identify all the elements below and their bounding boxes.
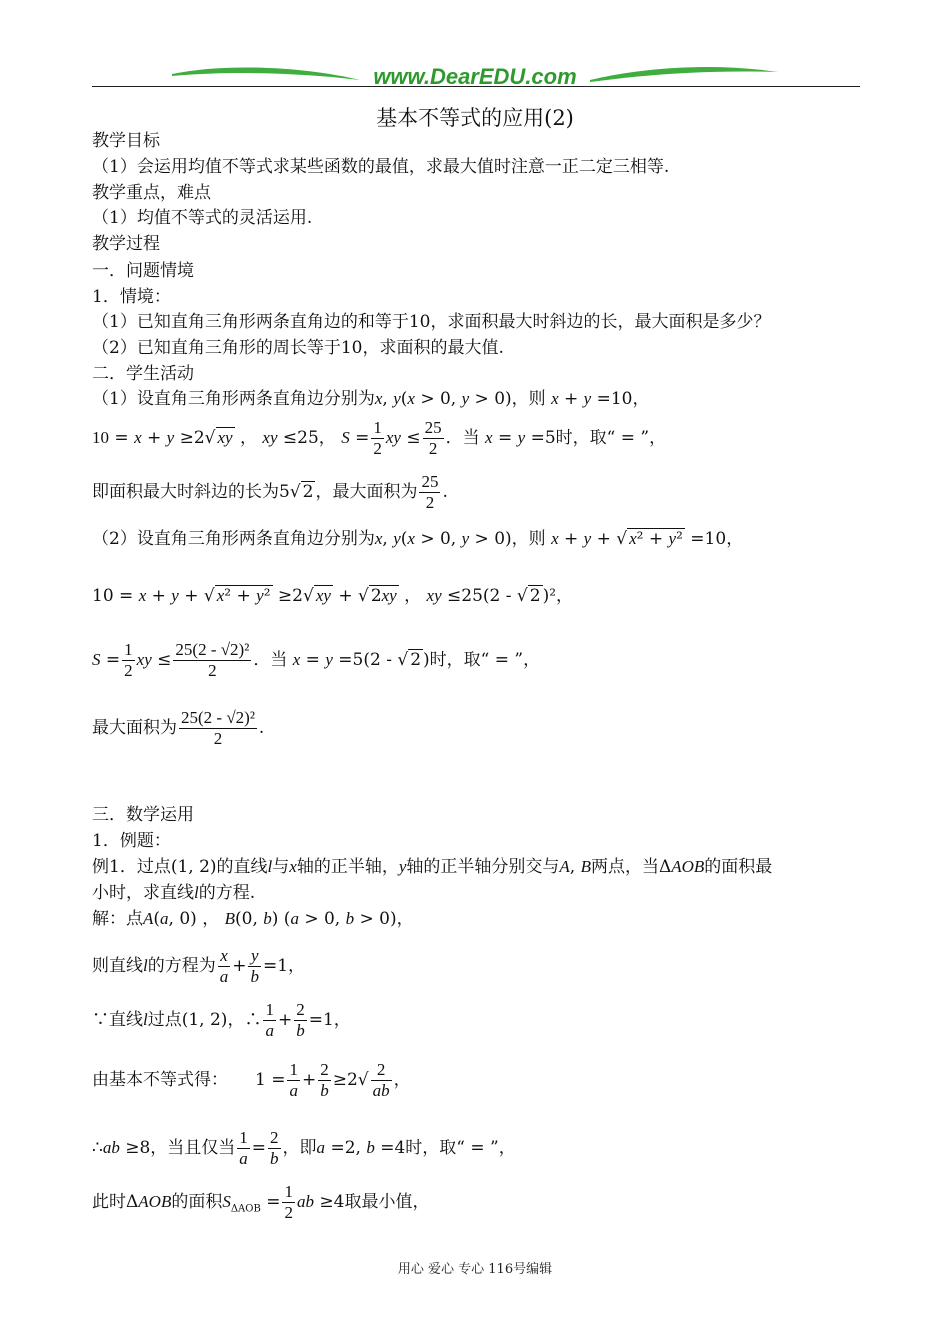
example-1-line-2: 小时，求直线l的方程. [92,883,256,903]
solution-line-1: 解：点A(a, 0) ， B(0, b) (a > 0, b > 0)， [92,909,414,929]
solution-line-2: 则直线l的方程为 $\frac{x}{a}$ + $\frac{y}{b}$ =1， [92,946,306,986]
heading-process: 教学过程 [92,234,160,254]
section-3-heading: 三．数学运用 [92,805,194,825]
activity-1-line-3: 即面积最大时斜边的长为5√ 2 ，最大面积为 $\frac{25}{2}$ . [92,472,448,512]
activity-2-line-3: S = $\frac{1}{2}$ xy ≤ $\frac{\text{25(2 - √2)²}}{2}$ ．当 x = y =5(2 - √ 2 )时，取“ = ”， [92,640,541,680]
doc-title: 基本不等式的应用(2) [376,106,574,130]
section-2-heading: 二．学生活动 [92,364,194,384]
key-item-1: （1）均值不等式的灵活运用. [92,208,313,228]
activity-1-line-2: 10 = x + y ≥2√ xy ， xy ≤25， S = $\frac{1}{2}$ xy ≤ $\frac{25}{2}$ ．当 x = y =5时，取“ = ”， [92,418,667,458]
activity-2-line-4: 最大面积为 $\frac{\text{25(2 - √2)²}}{2}$ . [92,708,265,748]
activity-2-line-2: 10 = x + y + √ x² + y² ≥2√ xy + √ 2xy ， xy ≤25(2 - √ 2 )²， [92,586,574,606]
activity-2-line-1: （2）设直角三角形两条直角边分别为x, y(x > 0, y > 0)，则 x + y + √ x² + y² =10， [92,529,744,549]
question-2: （2）已知直角三角形的周长等于10，求面积的最大值. [92,338,504,358]
goal-item-1: （1）会运用均值不等式求某些函数的最值，求最大值时注意一正二定三相等. [92,157,670,177]
heading-key-points: 教学重点，难点 [92,183,211,203]
section-1-heading: 一．问题情境 [92,261,194,281]
question-1: （1）已知直角三角形两条直角边的和等于10，求面积最大时斜边的长，最大面积是多少？ [92,312,771,332]
solution-line-5: ∴ab ≥8，当且仅当 $\frac{1}{a}$ = $\frac{2}{b}$ ，即a =2, b =4时，取“ = ”， [92,1128,516,1168]
heading-goals: 教学目标 [92,131,160,151]
solution-line-4: 由基本不等式得： 1 = $\frac{1}{a}$ + $\frac{2}{b}$ ≥2√ $\frac{2}{ab}$ ， [92,1060,411,1100]
section-1-sub: 1．情境： [92,287,171,307]
page-footer: 用心 爱心 专心 116号编辑 [397,1262,553,1277]
site-logo-text: www.DearEDU.com [373,64,577,89]
solution-line-3: ∵直线l过点(1, 2)，∴ $\frac{1}{a}$ + $\frac{2}{b}$ =1， [92,1000,351,1040]
solution-line-6: 此时ΔAOB的面积$S_{\Delta AOB}$ = $\frac{1}{2}$ ab ≥4取最小值， [92,1182,430,1222]
activity-1-line-1: （1）设直角三角形两条直角边分别为x, y(x > 0, y > 0)，则 x + y =10， [92,389,650,409]
section-3-sub: 1．例题： [92,831,171,851]
header-rule [92,86,860,87]
example-1-line-1: 例1．过点(1, 2)的直线l与x轴的正半轴，y轴的正半轴分别交与A, B两点，当ΔAOB的面积最 [92,857,773,877]
